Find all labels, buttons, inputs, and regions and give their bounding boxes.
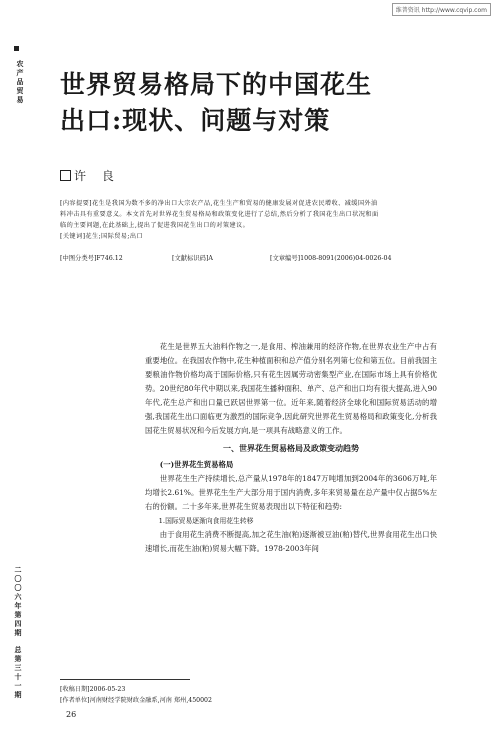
- author: [60, 167, 120, 184]
- total-issue: 总第三十一期: [14, 646, 22, 700]
- abstract-line: 料冲击具有重要意义。本文首先对世界花生贸易格局和政策变化进行了总结,然后分析了我国花生出口状况和面: [60, 211, 379, 218]
- body-paragraph: 世界花生生产持续增长,总产量从1978年的1847万吨增加到2004年的3606万吨,年均增长2.61%。世界花生生产大部分用于国内消费,多年来贸易量在总产量中仅占据5%左右的份额。二十多年来,世界花生贸易表现出以下特征和趋势:: [145, 474, 437, 511]
- author-box-icon: [60, 170, 71, 181]
- intro-paragraph: 花生是世界五大油料作物之一,是食用、榨油兼用的经济作物,在世界农业生产中占有重要地位。在我国农作物中,花生种植面积和总产值分别名列第七位和第五位。目前我国主要粮油作物价格均高于国际价格,只有花生因属劳动密集型产业,在国际市场上具有价格优势。20世纪80年代中期以来,我国花生播种面积、单产、总产和出口均有很大提高,进入90年代,花生总产和出口量已跃居世界第一位。近年来,随着经济全球化和国际贸易活动的增强,我国花生出口面临更为激烈的国际竞争,因此研究世界花生贸易格局和政策变化,分析我国花生贸易状况和今后发展方向,是一项具有战略意义的工作。: [145, 342, 437, 435]
- body-paragraph: 由于食用花生消费不断提高,加之花生油(粕)逐渐被豆油(粕)替代,世界食用花生出口快速增长,而花生油(粕)贸易大幅下降。1978-2003年间: [145, 530, 437, 553]
- article-number: [文章编号]1008-8091(2006)04-0026-04: [270, 255, 392, 262]
- section-heading: 一、世界花生贸易格局及政策变动趋势: [223, 443, 359, 453]
- watermark: 维普资讯 http://www.cqvip.com: [392, 3, 491, 16]
- abstract: [60, 198, 435, 242]
- received-date: [收稿日期]2006-05-23: [60, 686, 126, 693]
- section-marker: [14, 46, 19, 51]
- footnote-divider: [60, 679, 190, 680]
- abstract-line: 临的主要问题,在此基础上,提出了促进我国花生出口的对策建议。: [60, 222, 250, 229]
- author-name: 许 良: [74, 169, 120, 183]
- doc-code: [文献标识码]A: [172, 255, 213, 262]
- abstract-line: [内容提要]花生是我国为数不多的净出口大宗农产品,花生生产和贸易的健康发展对促进农民增收、减缓国外油: [60, 200, 378, 207]
- clc-number: [中图分类号]F746.12: [60, 255, 123, 262]
- body-text: [145, 340, 437, 556]
- article-title-line2: 出口:现状、问题与对策: [60, 106, 331, 135]
- page-number: 26: [66, 710, 77, 719]
- author-unit: [作者单位]河南财经学院财政金融系,河南 郑州,450002: [60, 697, 212, 704]
- subsection-heading: (一)世界花生贸易格局: [159, 460, 234, 469]
- keywords: [关键词]花生;国际贸易;出口: [60, 233, 144, 240]
- article-title-line1: 世界贸易格局下的中国花生: [60, 70, 373, 99]
- subsubsection-heading: 1.国际贸易逐渐向食用花生转移: [158, 517, 254, 525]
- year-issue: 二〇〇六年第四期: [14, 566, 22, 638]
- journal-name: 农产品贸易: [16, 60, 24, 105]
